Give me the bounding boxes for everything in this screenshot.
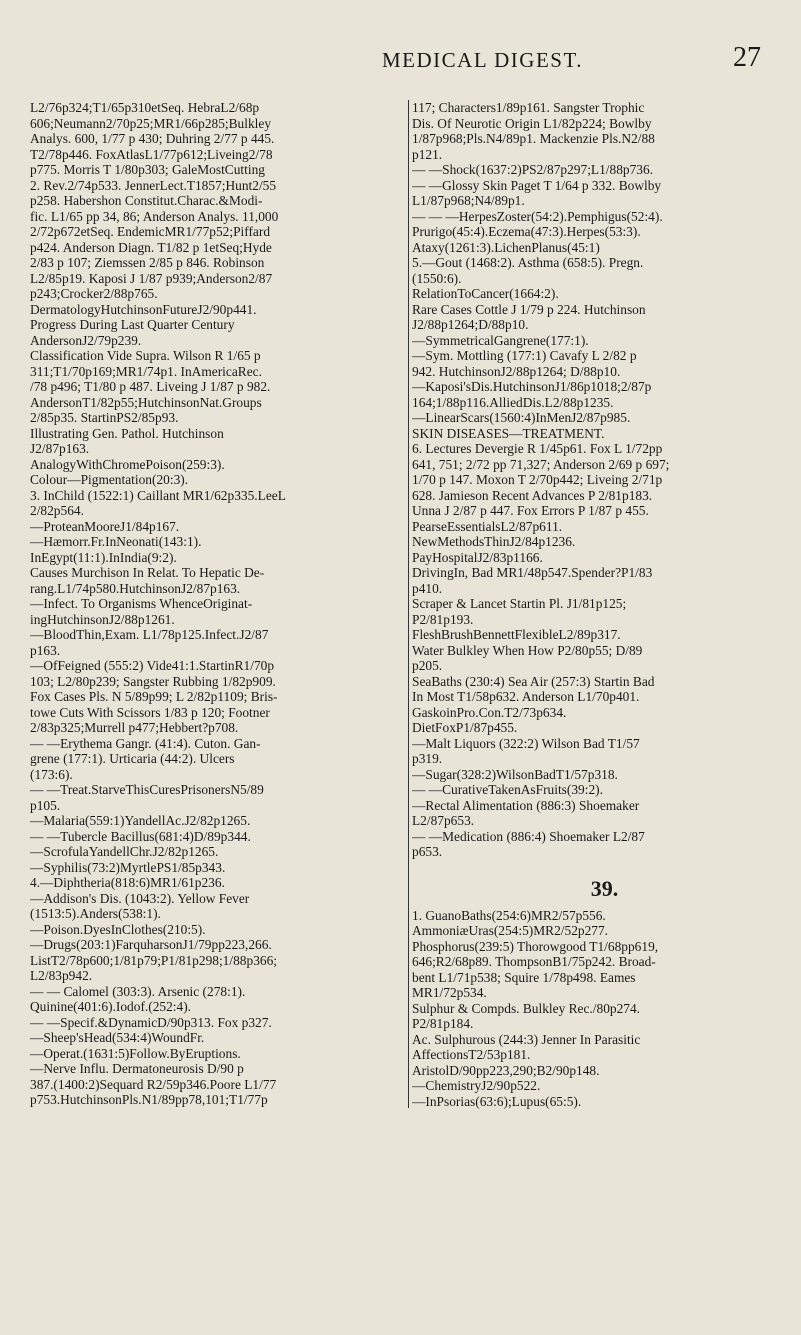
index-line: Prurigo(45:4).Eczema(47:3).Herpes(53:3). xyxy=(412,224,641,239)
index-line: Rare Cases Cottle J 1/79 p 224. Hutchinson xyxy=(412,301,646,317)
index-line: SeaBaths (230:4) Sea Air (257:3) Startin Bad xyxy=(412,673,655,689)
index-line: DrivingIn, Bad MR1/48p547.Spender?P1/83 xyxy=(412,565,653,580)
index-line: —Sheep'sHead(534:4)WoundFr. xyxy=(30,1030,205,1045)
index-line: 2/83p325;Murrell p477;Hebbert?p708. xyxy=(30,720,239,735)
index-line: p121. xyxy=(412,146,443,162)
index-line: p775. Morris T 1/80p303; GaleMostCutting xyxy=(30,162,265,177)
index-line: InEgypt(11:1).InIndia(9:2). xyxy=(30,549,177,565)
index-line: 311;T1/70p169;MR1/74p1. InAmericaRec. xyxy=(30,363,262,379)
index-line: —LinearScars(1560:4)InMenJ2/87p985. xyxy=(412,410,631,425)
index-line: In Most T1/58p632. Anderson L1/70p401. xyxy=(412,689,640,704)
index-line: Quinine(401:6).Iodof.(252:4). xyxy=(30,999,192,1014)
index-line: —Sugar(328:2)WilsonBadT1/57p318. xyxy=(412,766,618,782)
index-line: Ac. Sulphurous (244:3) Jenner In Parasitic xyxy=(412,1031,641,1047)
index-line: Ataxy(1261:3).LichenPlanus(45:1) xyxy=(412,239,600,255)
running-title: MEDICAL DIGEST. xyxy=(382,48,583,72)
index-line: 1/70 p 147. Moxon T 2/70p442; Liveing 2/71p xyxy=(412,472,663,487)
index-line: AffectionsT2/53p181. xyxy=(412,1047,531,1062)
index-line: RelationToCancer(1664:2). xyxy=(412,286,559,301)
index-line: L2/87p653. xyxy=(412,813,475,828)
index-line: Illustrating Gen. Pathol. Hutchinson xyxy=(30,425,224,441)
index-line: p424. Anderson Diagn. T1/82 p 1etSeq;Hyde xyxy=(30,239,272,255)
left-column xyxy=(30,100,409,1108)
index-line: 1. GuanoBaths(254:6)MR2/57p556. xyxy=(412,907,606,923)
index-line: J2/87p163. xyxy=(30,441,90,456)
index-line: —Syphilis(73:2)MyrtlePS1/85p343. xyxy=(30,859,226,875)
index-line: —ScrofulaYandellChr.J2/82p1265. xyxy=(30,844,219,859)
index-line: 117; Characters1/89p161. Sangster Trophic xyxy=(412,100,645,115)
index-line: rang.L1/74p580.HutchinsonJ2/87p163. xyxy=(30,580,241,596)
index-line: Scraper & Lancet Startin Pl. J1/81p125; xyxy=(412,596,627,611)
index-line: —ChemistryJ2/90p522. xyxy=(412,1078,541,1093)
index-line: AristolD/90pp223,290;B2/90p148. xyxy=(412,1062,600,1078)
index-line: 641, 751; 2/72 pp 71,327; Anderson 2/69 p 697; xyxy=(412,456,670,472)
index-line: fic. L1/65 pp 34, 86; Anderson Analys. 11,000 xyxy=(30,208,279,224)
index-line: (1513:5).Anders(538:1). xyxy=(30,906,161,921)
index-line: — —Specif.&DynamicD/90p313. Fox p327. xyxy=(30,1014,272,1030)
page-header xyxy=(0,42,801,82)
index-line: —Malaria(559:1)YandellAc.J2/82p1265. xyxy=(30,813,251,828)
index-line: Classification Vide Supra. Wilson R 1/65 p xyxy=(30,348,261,363)
index-line: 942. HutchinsonJ2/88p1264; D/88p10. xyxy=(412,363,621,379)
index-line: Sulphur & Compds. Bulkley Rec./80p274. xyxy=(412,1000,641,1016)
index-line: —Poison.DyesInClothes(210:5). xyxy=(30,921,206,937)
index-line: Analys. 600, 1/77 p 430; Duhring 2/77 p 445. xyxy=(30,131,275,146)
index-line: T2/78p446. FoxAtlasL1/77p612;Liveing2/78 xyxy=(30,146,273,162)
index-line: (1550:6). xyxy=(412,270,462,286)
index-line: —Nerve Influ. Dermatoneurosis D/90 p xyxy=(30,1061,244,1076)
index-line: (173:6). xyxy=(30,766,73,782)
index-line: —Malt Liquors (322:2) Wilson Bad T1/57 xyxy=(412,735,640,751)
index-line: Water Bulkley When How P2/80p55; D/89 xyxy=(412,642,643,658)
index-line: DermatologyHutchinsonFutureJ2/90p441. xyxy=(30,301,257,317)
index-line: MR1/72p534. xyxy=(412,985,487,1000)
index-line: towe Cuts With Scissors 1/83 p 120; Footner xyxy=(30,704,270,720)
index-line: 387.(1400:2)Sequard R2/59p346.Poore L1/77 xyxy=(30,1076,277,1092)
index-line: grene (177:1). Urticaria (44:2). Ulcers xyxy=(30,751,235,766)
index-line: AnalogyWithChromePoison(259:3). xyxy=(30,456,225,472)
index-line: AndersonJ2/79p239. xyxy=(30,332,142,348)
index-line: Unna J 2/87 p 447. Fox Errors P 1/87 p 455. xyxy=(412,503,649,518)
index-line: ListT2/78p600;1/81p79;P1/81p298;1/88p366; xyxy=(30,952,277,968)
index-line: — —Medication (886:4) Shoemaker L2/87 xyxy=(412,828,645,844)
index-line: —Drugs(203:1)FarquharsonJ1/79pp223,266. xyxy=(30,937,272,952)
index-line: Phosphorus(239:5) Thorowgood T1/68pp619, xyxy=(412,938,659,954)
index-line: p243;Crocker2/88p765. xyxy=(30,286,158,301)
index-line: AndersonT1/82p55;HutchinsonNat.Groups xyxy=(30,394,262,410)
index-line: — —Erythema Gangr. (41:4). Cuton. Gan- xyxy=(30,735,261,751)
index-line: p410. xyxy=(412,580,443,596)
index-line: DietFoxP1/87p455. xyxy=(412,720,518,735)
index-line: FleshBrushBennettFlexibleL2/89p317. xyxy=(412,627,621,642)
index-line: J2/88p1264;D/88p10. xyxy=(412,317,529,332)
index-line: GaskoinPro.Con.T2/73p634. xyxy=(412,704,567,720)
index-line: AmmoniæUras(254:5)MR2/52p277. xyxy=(412,923,609,938)
index-line: p319. xyxy=(412,751,443,766)
index-line: 606;Neumann2/70p25;MR1/66p285;Bulkley xyxy=(30,115,272,131)
index-line: 164;1/88p116.AlliedDis.L2/88p1235. xyxy=(412,394,614,410)
index-line: —InPsorias(63:6);Lupus(65:5). xyxy=(412,1093,582,1109)
index-line: Fox Cases Pls. N 5/89p99; L 2/82p1109; Bris- xyxy=(30,689,278,704)
index-line: p753.HutchinsonPls.N1/89pp78,101;T1/77p xyxy=(30,1092,268,1107)
index-line: —Kaposi'sDis.HutchinsonJ1/86p1018;2/87p xyxy=(412,379,652,394)
index-line: — —Shock(1637:2)PS2/87p297;L1/88p736. xyxy=(412,162,654,177)
index-line: 646;R2/68p89. ThompsonB1/75p242. Broad- xyxy=(412,954,656,969)
section-number: 39. xyxy=(590,875,619,901)
index-line: 2/85p35. StartinPS2/85p93. xyxy=(30,410,179,425)
index-line: 2/72p672etSeq. EndemicMR1/77p52;Piffard xyxy=(30,224,271,239)
index-line: p163. xyxy=(30,642,61,658)
index-line: 5.—Gout (1468:2). Asthma (658:5). Pregn. xyxy=(412,255,644,270)
index-line: —Hæmorr.Fr.InNeonati(143:1). xyxy=(30,534,202,549)
index-line: 2/82p564. xyxy=(30,503,84,518)
index-line: L1/87p968;N4/89p1. xyxy=(412,193,525,208)
index-line: Progress During Last Quarter Century xyxy=(30,317,235,332)
index-line: /78 p496; T1/80 p 487. Liveing J 1/87 p 982. xyxy=(30,379,271,394)
index-line: 6. Lectures Devergie R 1/45p61. Fox L 1/72pp xyxy=(412,441,663,456)
index-line: —ProteanMooreJ1/84p167. xyxy=(30,518,180,534)
index-line: p205. xyxy=(412,658,443,673)
index-line: —OfFeigned (555:2) Vide41:1.StartinR1/70p xyxy=(30,658,275,673)
index-line: L2/76p324;T1/65p310etSeq. HebraL2/68p xyxy=(30,100,260,115)
index-line: —Sym. Mottling (177:1) Cavafy L 2/82 p xyxy=(412,348,637,363)
index-line: NewMethodsThinJ2/84p1236. xyxy=(412,534,576,549)
index-line: — —Tubercle Bacillus(681:4)D/89p344. xyxy=(30,828,251,844)
index-line: —SymmetricalGangrene(177:1). xyxy=(412,332,589,348)
index-line: 103; L2/80p239; Sangster Rubbing 1/82p909. xyxy=(30,673,276,689)
page-number: 27 xyxy=(733,42,761,73)
index-line: 2/83 p 107; Ziemssen 2/85 p 846. Robinson xyxy=(30,255,265,270)
index-line: L2/85p19. Kaposi J 1/87 p939;Anderson2/87 xyxy=(30,270,273,286)
index-line: — —Treat.StarveThisCuresPrisonersN5/89 xyxy=(30,782,264,797)
index-line: — — —HerpesZoster(54:2).Pemphigus(52:4). xyxy=(412,208,663,224)
index-line: p653. xyxy=(412,844,443,859)
index-line: —Operat.(1631:5)Follow.ByEruptions. xyxy=(30,1045,241,1061)
index-line: 3. InChild (1522:1) Caillant MR1/62p335.LeeL xyxy=(30,487,286,503)
index-line: L2/83p942. xyxy=(30,968,93,983)
index-line: Causes Murchison In Relat. To Hepatic De- xyxy=(30,565,265,580)
index-line: —BloodThin,Exam. L1/78p125.Infect.J2/87 xyxy=(30,627,269,642)
index-line: bent L1/71p538; Squire 1/78p498. Eames xyxy=(412,969,636,985)
index-line: 2. Rev.2/74p533. JennerLect.T1857;Hunt2/55 xyxy=(30,177,277,193)
index-line: —Addison's Dis. (1043:2). Yellow Fever xyxy=(30,890,250,906)
index-line: SKIN DISEASES—TREATMENT. xyxy=(412,425,605,441)
index-line: PayHospitalJ2/83p1166. xyxy=(412,549,543,565)
right-column xyxy=(412,100,797,1109)
index-line: Dis. Of Neurotic Origin L1/82p224; Bowlby xyxy=(412,115,652,131)
index-line: —Infect. To Organisms WhenceOriginat- xyxy=(30,596,253,611)
index-line: ingHutchinsonJ2/88p1261. xyxy=(30,611,175,627)
index-line: P2/81p193. xyxy=(412,611,474,627)
index-line: Colour—Pigmentation(20:3). xyxy=(30,472,189,487)
index-line: p258. Habershon Constitut.Charac.&Modi- xyxy=(30,193,263,208)
index-line: —Rectal Alimentation (886:3) Shoemaker xyxy=(412,797,640,813)
index-line: p105. xyxy=(30,797,61,813)
index-line: PearseEssentialsL2/87p611. xyxy=(412,518,563,534)
index-line: P2/81p184. xyxy=(412,1016,474,1031)
index-line: 628. Jamieson Recent Advances P 2/81p183. xyxy=(412,487,653,503)
index-line: 1/87p968;Pls.N4/89p1. Mackenzie Pls.N2/88 xyxy=(412,131,655,146)
index-line: — —Glossy Skin Paget T 1/64 p 332. Bowlby xyxy=(412,177,662,193)
index-line: 4.—Diphtheria(818:6)MR1/61p236. xyxy=(30,875,225,890)
index-line: — —CurativeTakenAsFruits(39:2). xyxy=(412,782,603,797)
index-line: — — Calomel (303:3). Arsenic (278:1). xyxy=(30,983,246,999)
